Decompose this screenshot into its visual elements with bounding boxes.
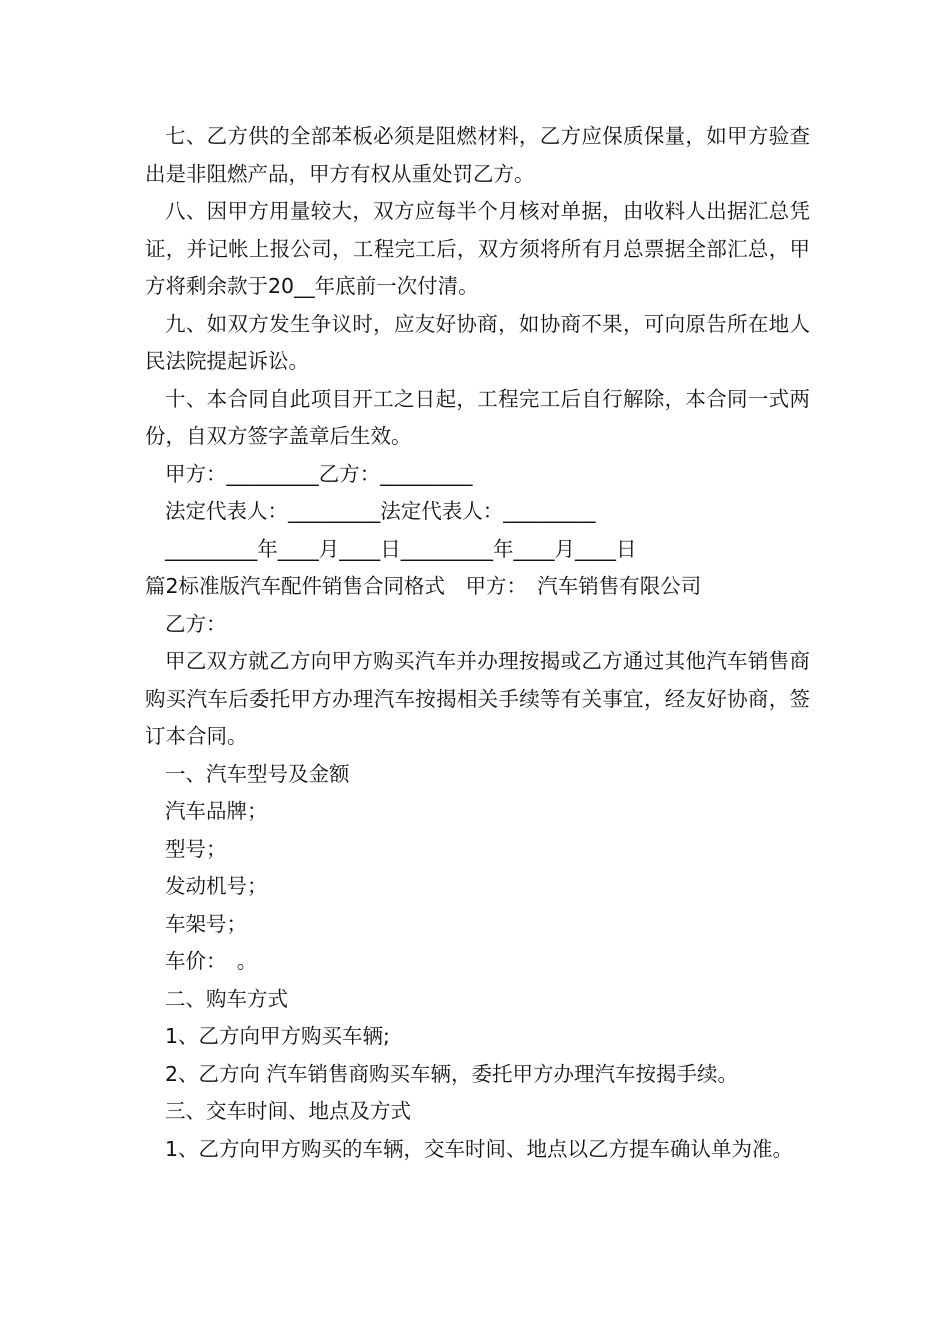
section-title: 篇2标准版汽车配件销售合同格式 甲方： 汽车销售有限公司 <box>145 574 702 598</box>
purchase-method-2: 2、乙方向 汽车销售商购买车辆，委托甲方办理汽车按揭手续。 <box>165 1061 739 1086</box>
signature-dates: _________年____月____日_________年____月____日 <box>165 536 637 561</box>
heading-purchase-method: 二、购车方式 <box>165 986 288 1011</box>
field-brand: 汽车品牌； <box>165 799 268 823</box>
clause-10: 十、本合同自此项目开工之日起，工程完工后自行解除，本合同一式两份，自双方签字盖章后生效。 <box>145 386 810 448</box>
field-engine-number: 发动机号； <box>165 874 268 898</box>
signature-parties: 甲方：_________乙方：_________ <box>165 461 473 486</box>
field-model: 型号； <box>165 836 227 861</box>
heading-vehicle-model: 一、汽车型号及金额 <box>165 761 350 786</box>
clause-9: 九、如双方发生争议时，应友好协商，如协商不果，可向原告所在地人民法院提起诉讼。 <box>145 311 810 373</box>
document-page <box>145 118 810 1168</box>
clause-8: 八、因甲方用量较大，双方应每半个月核对单据，由收料人出据汇总凭证，并记帐上报公司，工程完工后，双方须将所有月总票据全部汇总，甲方将剩余款于20__年底前一次付清。 <box>145 199 810 298</box>
heading-delivery: 三、交车时间、地点及方式 <box>165 1099 411 1123</box>
clause-7: 七、乙方供的全部苯板必须是阻燃材料，乙方应保质保量，如甲方验查出是非阻燃产品，甲方有权从重处罚乙方。 <box>145 124 810 186</box>
purchase-method-1: 1、乙方向甲方购买车辆; <box>165 1024 390 1048</box>
party-b: 乙方： <box>165 611 227 636</box>
signature-representatives: 法定代表人：_________法定代表人：_________ <box>165 499 596 523</box>
field-frame-number: 车架号； <box>165 911 247 936</box>
field-price: 车价： 。 <box>165 949 258 973</box>
delivery-1: 1、乙方向甲方购买的车辆，交车时间、地点以乙方提车确认单为准。 <box>165 1136 794 1161</box>
intro-paragraph: 甲乙双方就乙方向甲方购买汽车并办理按揭或乙方通过其他汽车销售商购买汽车后委托甲方办理汽车按揭相关手续等有关事宜，经友好协商，签订本合同。 <box>145 649 810 748</box>
